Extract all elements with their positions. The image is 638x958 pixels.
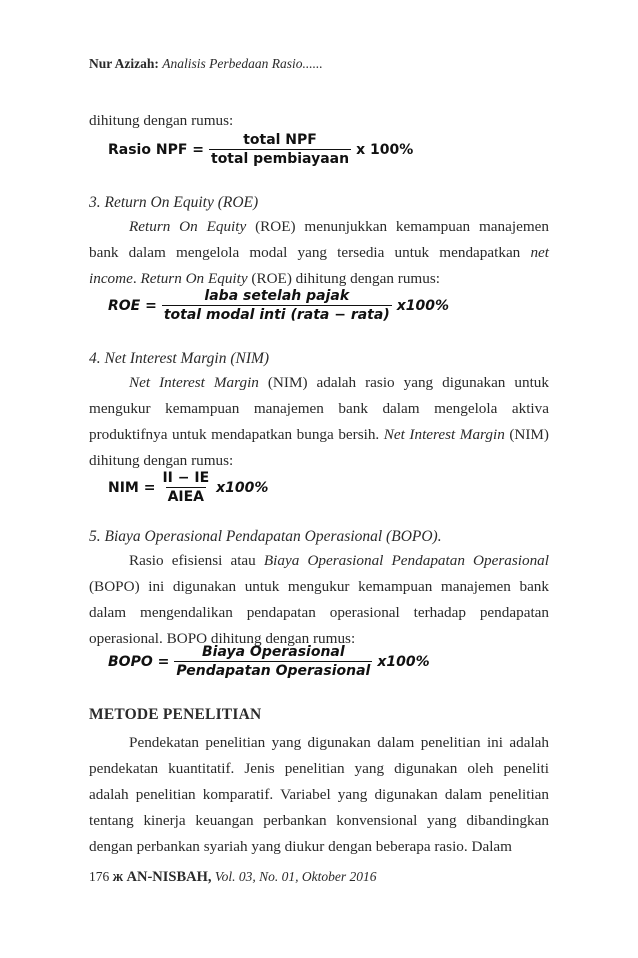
- page-footer: [89, 869, 377, 886]
- nim-paragraph: Net Interest Margin (NIM) adalah rasio yang digunakan untuk mengukur kemampuan manajemen bank dalam mengelola aktiva produktifnya untuk mendapatkan bunga bersih. Net Interest Margin (NIM) dihitung dengan rumus:: [89, 374, 549, 469]
- npf-fraction: [209, 132, 351, 167]
- npf-lhs: Rasio NPF =: [108, 141, 204, 158]
- nim-formula: [108, 470, 268, 505]
- journal-name: AN-NISBAH,: [126, 869, 212, 885]
- roe-lhs: ROE =: [108, 297, 157, 314]
- journal-volume: Vol. 03, No. 01, Oktober 2016: [214, 869, 377, 884]
- roe-rhs: x100%: [396, 297, 449, 314]
- nim-lhs: NIM =: [108, 479, 156, 496]
- running-header: [89, 56, 323, 72]
- footer-symbol: ж: [112, 869, 124, 885]
- roe-numerator: laba setelah pajak: [204, 288, 350, 304]
- header-title: Analisis Perbedaan Rasio......: [162, 56, 323, 71]
- roe-fraction: [162, 288, 392, 323]
- bopo-formula: [108, 644, 430, 679]
- nim-heading: 4. Net Interest Margin (NIM): [89, 350, 270, 367]
- nim-rhs: x100%: [216, 479, 269, 496]
- bopo-term: Biaya Operasional Pendapatan Operasional: [263, 552, 549, 569]
- bopo-lhs: BOPO =: [108, 653, 170, 670]
- metode-paragraph: Pendekatan penelitian yang digunakan dalam penelitian ini adalah pendekatan kuantitatif. Jenis penelitian yang digunakan oleh peneliti adalah penelitian komparatif. Variabel yang digunakan dalam penelitian tentang kinerja keuangan perbankan konvensional yang dibandingkan dengan perbankan syariah yang diukur dengan beberapa rasio. Dalam: [89, 734, 549, 855]
- header-author: Nur Azizah:: [89, 56, 159, 71]
- bopo-denominator: Pendapatan Operasional: [176, 663, 371, 679]
- npf-numerator: total NPF: [243, 132, 317, 148]
- bopo-heading: 5. Biaya Operasional Pendapatan Operasional (BOPO).: [89, 528, 442, 545]
- bopo-numerator: Biaya Operasional: [202, 644, 345, 660]
- nim-fraction: [160, 470, 211, 505]
- roe-formula: [108, 288, 449, 323]
- page-number: 176: [89, 869, 110, 884]
- bopo-paragraph: Rasio efisiensi atau Biaya Operasional Pendapatan Operasional (BOPO) ini digunakan untuk mengukur kemampuan manajemen bank dalam mengendalikan pendapatan operasional terhadap pendapatan operasional. BOPO dihitung dengan rumus:: [89, 552, 549, 647]
- npf-denominator: total pembiayaan: [211, 151, 350, 167]
- bopo-rhs: x100%: [377, 653, 430, 670]
- nim-numerator: II − IE: [162, 470, 210, 486]
- nim-denominator: AIEA: [167, 489, 205, 505]
- roe-denominator: total modal inti (rata − rata): [163, 307, 390, 323]
- npf-rhs: x 100%: [356, 141, 414, 158]
- roe-heading: 3. Return On Equity (ROE): [89, 194, 259, 211]
- roe-paragraph: Return On Equity (ROE) menunjukkan kemampuan manajemen bank dalam mengelola modal yang tersedia untuk mendapatkan net income. Return On Equity (ROE) dihitung dengan rumus:: [89, 218, 549, 287]
- roe-term: Return On Equity: [129, 218, 247, 235]
- section-heading-metode: METODE PENELITIAN: [89, 706, 262, 723]
- bopo-fraction: [174, 644, 372, 679]
- nim-term: Net Interest Margin: [129, 374, 259, 391]
- npf-formula: [108, 132, 413, 167]
- intro-text: dihitung dengan rumus:: [89, 112, 234, 129]
